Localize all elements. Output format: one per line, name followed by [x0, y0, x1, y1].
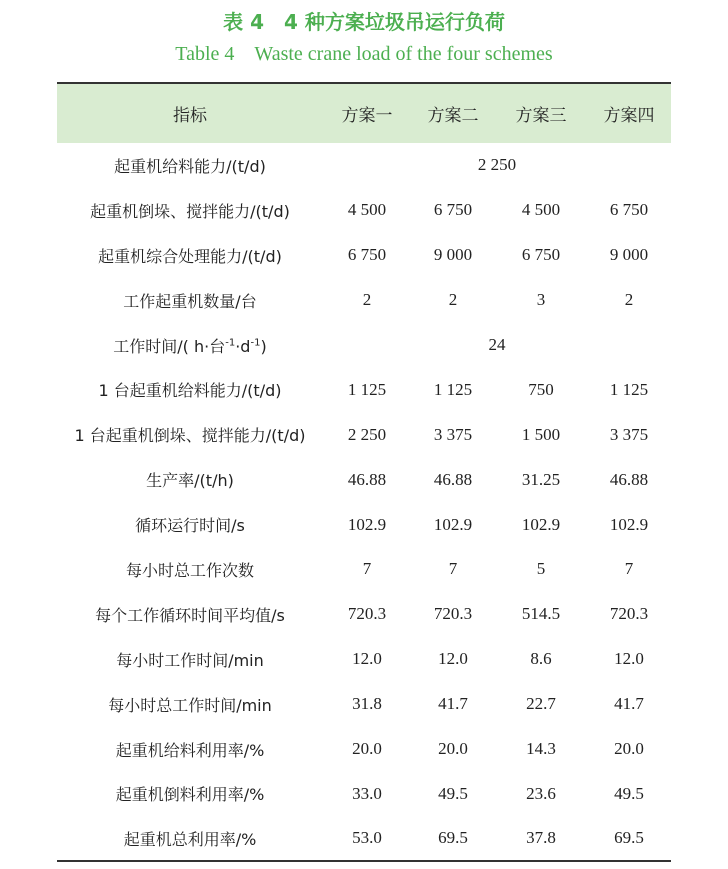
row-label: 1 台起重机倒垛、搅拌能力/(t/d) [74, 426, 306, 446]
cell-scheme-1: 2 250 [347, 424, 387, 444]
row-label: 起重机倒垛、搅拌能力/(t/d) [90, 201, 290, 221]
row-label: 起重机综合处理能力/(t/d) [98, 246, 282, 266]
cell-scheme-1: 46.88 [347, 469, 387, 489]
cell-scheme-2: 1 125 [433, 379, 473, 399]
cell-scheme-3: 102.9 [521, 514, 561, 534]
cell-scheme-4: 12.0 [614, 649, 644, 669]
table-row [57, 367, 671, 412]
header-scheme-3: 方案三 [515, 106, 567, 126]
header-indicator: 指标 [173, 106, 207, 126]
row-label: 生产率/(t/h) [146, 471, 234, 491]
row-label: 每小时总工作时间/min [108, 695, 272, 715]
row-label: 起重机倒料利用率/% [115, 785, 265, 805]
cell-scheme-1: 4 500 [347, 200, 387, 220]
merged-value: 2 250 [477, 155, 517, 175]
header-scheme-4: 方案四 [603, 106, 655, 126]
cell-scheme-2: 49.5 [438, 783, 468, 803]
table-row [57, 457, 671, 502]
header-scheme-2: 方案二 [427, 106, 479, 126]
cell-scheme-4: 49.5 [614, 783, 644, 803]
cell-scheme-1: 53.0 [352, 828, 382, 848]
cell-scheme-2: 12.0 [438, 649, 468, 669]
cell-scheme-2: 720.3 [433, 604, 473, 624]
cell-scheme-1: 102.9 [347, 514, 387, 534]
cell-scheme-4: 720.3 [609, 604, 649, 624]
cell-scheme-3: 5 [536, 559, 546, 579]
table-container [57, 82, 671, 862]
cell-scheme-1: 6 750 [347, 245, 387, 265]
table-row [57, 412, 671, 457]
cell-scheme-2: 9 000 [433, 245, 473, 265]
table-row [57, 682, 671, 727]
row-label: 1 台起重机给料能力/(t/d) [98, 381, 282, 401]
cell-scheme-1: 2 [362, 290, 372, 310]
cell-scheme-3: 6 750 [521, 245, 561, 265]
row-label [57, 323, 323, 368]
cell-scheme-3: 1 500 [521, 424, 561, 444]
cell-scheme-3: 31.25 [521, 469, 561, 489]
row-label: 起重机给料能力/(t/d) [114, 156, 266, 176]
cell-scheme-4: 6 750 [609, 200, 649, 220]
table-row [57, 323, 671, 368]
cell-scheme-2: 7 [448, 559, 458, 579]
cell-scheme-4: 9 000 [609, 245, 649, 265]
table-row [57, 547, 671, 592]
cell-scheme-3: 14.3 [526, 739, 556, 759]
cell-scheme-4: 3 375 [609, 424, 649, 444]
table-row [57, 143, 671, 188]
table-row [57, 771, 671, 816]
cell-scheme-1: 720.3 [347, 604, 387, 624]
cell-scheme-3: 37.8 [526, 828, 556, 848]
table-row [57, 727, 671, 772]
cell-scheme-4: 69.5 [614, 828, 644, 848]
label-part: ·d [235, 336, 251, 356]
table-row [57, 233, 671, 278]
row-label: 每小时总工作次数 [125, 560, 254, 580]
cell-scheme-4: 41.7 [614, 694, 644, 714]
cell-scheme-2: 46.88 [433, 469, 473, 489]
cell-scheme-4: 2 [624, 290, 634, 310]
cell-scheme-2: 3 375 [433, 424, 473, 444]
table-title-chinese: 表 4 4 种方案垃圾吊运行负荷 [223, 10, 505, 34]
row-label: 工作起重机数量/台 [123, 291, 257, 311]
cell-scheme-2: 20.0 [438, 739, 468, 759]
cell-scheme-2: 102.9 [433, 514, 473, 534]
cell-scheme-3: 8.6 [530, 649, 552, 669]
cell-scheme-1: 33.0 [352, 783, 382, 803]
cell-scheme-3: 514.5 [521, 604, 561, 624]
cell-scheme-3: 3 [536, 290, 546, 310]
label-part: 工作时间/( h·台 [113, 336, 226, 356]
table-row [57, 188, 671, 233]
cell-scheme-2: 2 [448, 290, 458, 310]
cell-scheme-1: 1 125 [347, 379, 387, 399]
cell-scheme-4: 1 125 [609, 379, 649, 399]
row-label: 起重机总利用率/% [123, 829, 257, 849]
cell-scheme-1: 7 [362, 559, 372, 579]
crane-load-table [57, 82, 671, 862]
label-superscript: -1 [250, 337, 261, 349]
row-label: 每小时工作时间/min [116, 650, 264, 670]
cell-scheme-3: 750 [528, 379, 554, 399]
cell-scheme-1: 20.0 [352, 739, 382, 759]
cell-scheme-3: 22.7 [526, 694, 556, 714]
header-scheme-1: 方案一 [341, 106, 393, 126]
table-row [57, 637, 671, 682]
merged-value: 24 [488, 335, 506, 354]
table-row [57, 278, 671, 323]
table-row [57, 816, 671, 861]
table-title-english: Table 4 Waste crane load of the four schemes [175, 43, 553, 65]
table-row [57, 592, 671, 637]
cell-scheme-2: 69.5 [438, 828, 468, 848]
row-label: 每个工作循环时间平均值/s [95, 605, 285, 625]
table-row [57, 502, 671, 547]
row-label: 起重机给料利用率/% [115, 740, 265, 760]
table-header-row [57, 83, 671, 143]
cell-scheme-2: 41.7 [438, 694, 468, 714]
cell-scheme-3: 23.6 [526, 783, 556, 803]
cell-scheme-3: 4 500 [521, 200, 561, 220]
cell-scheme-1: 12.0 [352, 649, 382, 669]
cell-scheme-2: 6 750 [433, 200, 473, 220]
row-label: 循环运行时间/s [135, 516, 245, 536]
cell-scheme-1: 31.8 [352, 694, 382, 714]
cell-scheme-4: 7 [624, 559, 634, 579]
label-superscript: -1 [225, 337, 236, 349]
label-part: ) [260, 336, 267, 356]
cell-scheme-4: 102.9 [609, 514, 649, 534]
cell-scheme-4: 20.0 [614, 739, 644, 759]
cell-scheme-4: 46.88 [609, 469, 649, 489]
